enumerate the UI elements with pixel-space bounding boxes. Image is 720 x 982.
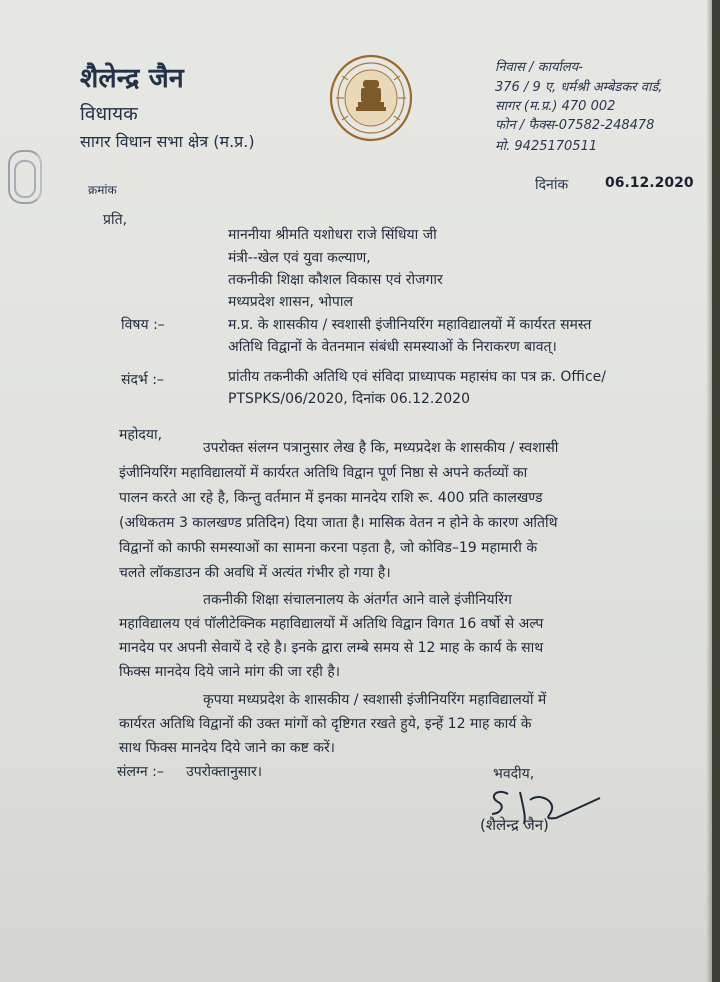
- date-label: दिनांक: [535, 177, 569, 193]
- reference-line: प्रांतीय तकनीकी अतिथि एवं संविदा प्राध्यापक महासंघ का पत्र क्र. Office/: [228, 369, 606, 385]
- subject-line: म.प्र. के शासकीय / स्वशासी इंजीनियरिंग महाविद्यालयों में कार्यरत समस्त: [228, 317, 592, 333]
- enclosure-line: संलग्न :– उपरोक्तानुसार।: [117, 764, 263, 780]
- reference-label: संदर्भ :–: [121, 372, 164, 388]
- body-line: कार्यरत अतिथि विद्वानों की उक्त मांगों को दृष्टिगत रखते हुये, इन्हें 12 माह कार्य के: [119, 716, 532, 732]
- reference-line: PTSPKS/06/2020, दिनांक 06.12.2020: [228, 391, 470, 407]
- body-line: (अधिकतम 3 कालखण्ड प्रतिदिन) दिया जाता है। मासिक वेतन न होने के कारण अतिथि: [119, 515, 558, 531]
- address-line: सागर (म.प्र.) 470 002: [495, 99, 616, 114]
- body-line: फिक्स मानदेय दिये जाने मांग की जा रही है।: [119, 664, 341, 680]
- subject-line: अतिथि विद्वानों के वेतनमान संबंधी समस्याओं के निराकरण बावत्।: [228, 339, 557, 355]
- address-line: निवास / कार्यालय-: [495, 60, 583, 75]
- sender-name: शैलेन्द्र जैन: [80, 63, 184, 94]
- assembly-emblem-seal: [328, 52, 414, 150]
- address-line: मो. 9425170511: [495, 139, 598, 154]
- sender-designation: विधायक: [80, 103, 138, 125]
- sender-constituency: सागर विधान सभा क्षेत्र (म.प्र.): [80, 132, 255, 151]
- body-line: पालन करते आ रहे है, किन्तु वर्तमान में इनका मानदेय राशि रू. 400 प्रति कालखण्ड: [119, 490, 543, 506]
- body-line: मानदेय पर अपनी सेवायें दे रहे है। इनके द्वारा लम्बे समय से 12 माह के कार्य के साथ: [119, 640, 544, 656]
- recipient-line: मंत्री--खेल एवं युवा कल्याण,: [228, 250, 371, 266]
- body-line: तकनीकी शिक्षा संचालनालय के अंतर्गत आने वाले इंजीनियरिंग: [203, 592, 512, 608]
- recipient-line: तकनीकी शिक्षा कौशल विकास एवं रोजगार: [228, 272, 443, 288]
- address-line: फोन / फैक्स-07582-248478: [495, 118, 655, 133]
- body-line: साथ फिक्स मानदेय दिये जाने का कष्ट करें।: [119, 740, 335, 756]
- body-line: उपरोक्त संलग्न पत्रानुसार लेख है कि, मध्यप्रदेश के शासकीय / स्वशासी: [203, 440, 559, 456]
- letter-date: 06.12.2020: [605, 175, 694, 191]
- body-line: महाविद्यालय एवं पॉलीटेक्निक महाविद्यालयों में अतिथि विद्वान विगत 16 वर्षो से अल्प: [119, 616, 544, 632]
- body-line: विद्वानों को काफी समस्याओं का सामना करना पड़ता है, जो कोविड–19 महामारी के: [119, 540, 538, 556]
- recipient-line: मध्यप्रदेश शासन, भोपाल: [228, 294, 353, 310]
- recipient-line: माननीया श्रीमति यशोधरा राजे सिंधिया जी: [228, 227, 437, 243]
- body-line: कृपया मध्यप्रदेश के शासकीय / स्वशासी इंजीनियरिंग महाविद्यालयों में: [203, 692, 547, 708]
- subject-label: विषय :–: [121, 317, 165, 333]
- to-label: प्रति,: [103, 212, 128, 228]
- address-line: 376 / 9 ए, धर्मश्री अम्बेडकर वार्ड,: [495, 80, 663, 95]
- body-line: चलते लॉकडाउन की अवधि में अत्यंत गंभीर हो गया है।: [119, 565, 391, 581]
- paper-clip-inner-icon: [14, 160, 36, 198]
- closing-word: भवदीय,: [493, 766, 535, 782]
- body-line: इंजीनियरिंग महाविद्यालयों में कार्यरत अतिथि विद्वान पूर्ण निष्ठा से अपने कर्तव्यों का: [119, 465, 528, 481]
- signatory-name: (शैलेन्द्र जैन): [480, 816, 549, 834]
- salutation: महोदया,: [119, 427, 163, 443]
- reference-number-label: क्रमांक: [88, 183, 117, 197]
